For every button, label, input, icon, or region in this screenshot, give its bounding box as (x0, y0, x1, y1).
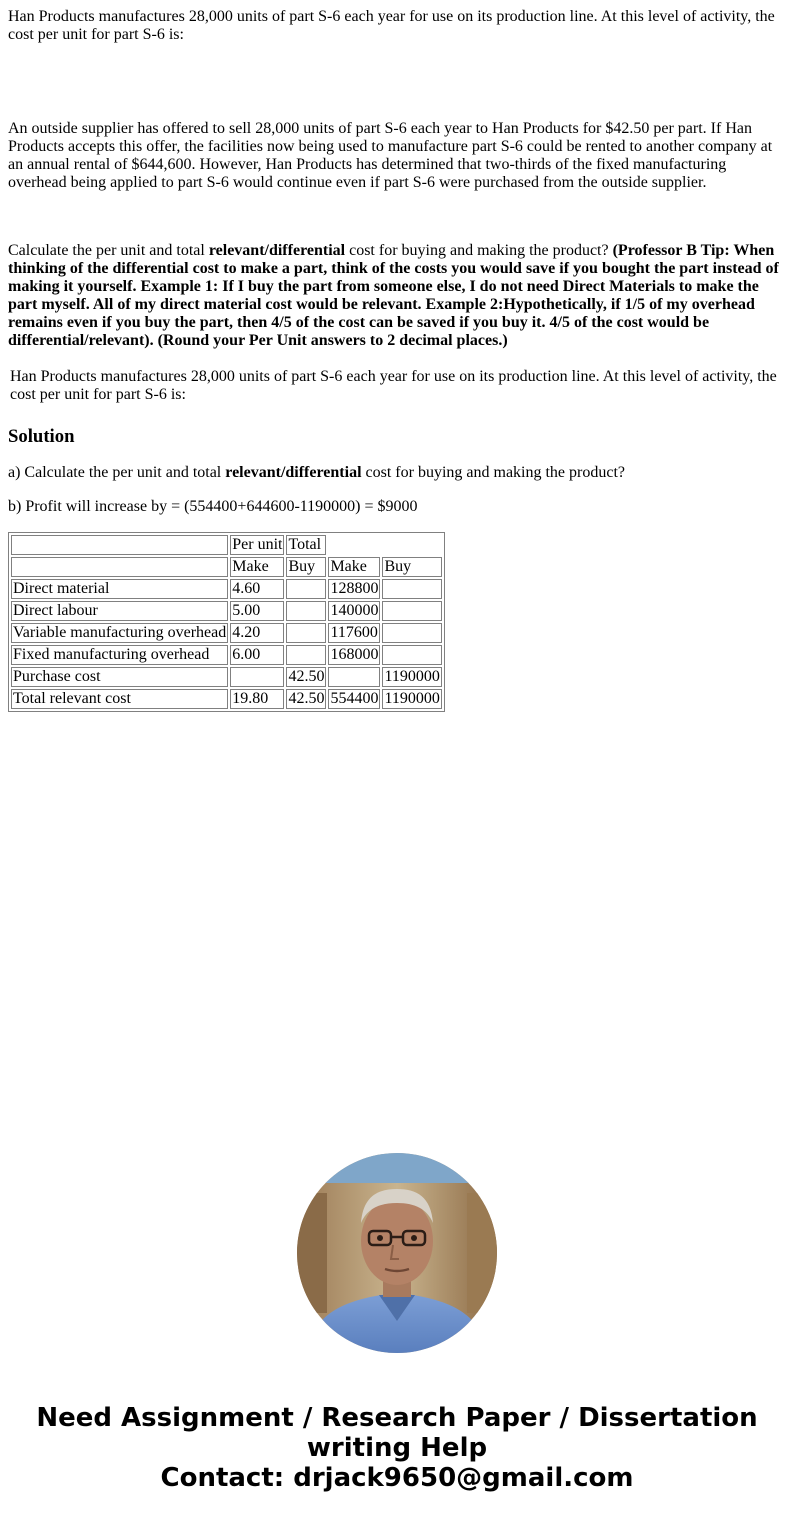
table-cell (286, 579, 326, 599)
table-cell: 554400 (330, 690, 379, 707)
table-header-cell (11, 557, 228, 577)
solution-part-b: b) Profit will increase by = (554400+644600-1190000) = $9000 (8, 498, 418, 515)
table-cell: Direct labour (11, 601, 228, 621)
table-row (11, 601, 442, 621)
table-row (11, 623, 442, 643)
table-header-cell: Make (328, 557, 380, 577)
table-cell: Total relevant cost (11, 689, 228, 709)
question-supplier-offer: An outside supplier has offered to sell 28,000 units of part S-6 each year to Han Products for $42.50 per part. If Han Products accepts this offer, the facilities now being used to manufacture part S-6 could be rented to another company at an annual rental of $644,600. However, Han Products has determined that two-thirds of the fixed manufacturing overhead being applied to part S-6 would continue even if part S-6 were purchased from the outside supplier. (8, 120, 773, 191)
table-cell: Direct material (11, 579, 228, 599)
footer-contact-banner (0, 1403, 794, 1493)
table-cell (382, 645, 441, 665)
table-cell (286, 623, 326, 643)
table-cell: 42.50 (288, 690, 325, 707)
question-task (8, 242, 786, 350)
table-header-cell: Total (286, 535, 326, 555)
table-cell (286, 645, 326, 665)
table-header-cell: Buy (382, 557, 441, 577)
part-a-suffix: cost for buying and making the product? (361, 464, 626, 481)
table-header-cell: Make (230, 557, 284, 577)
page-content (0, 0, 794, 712)
footer-line-2: writing Help (306, 1433, 488, 1463)
table-cell: 6.00 (230, 645, 284, 665)
table-cell: 128800 (330, 580, 379, 597)
task-prefix: Calculate the per unit and total (8, 242, 209, 259)
table-subheader-row (11, 557, 442, 577)
table-row (11, 579, 442, 599)
part-a-prefix: a) Calculate the per unit and total (8, 464, 226, 481)
table-cell (328, 667, 380, 687)
table-row (11, 645, 442, 665)
professor-tip: (Professor B Tip: When thinking of the differential cost to make a part, think of the costs you would save if you bought the part instead of making it yourself. Example 1: If I buy the part from someone else, I do not need Direct Materials to make the part myself. All of my direct material cost would be relevant. Example 2:Hypothetically, if 1/5 of my overhead remains even if you buy the part, then 4/5 of the cost can be saved if you buy it. 4/5 of the cost would be differential/relevant). (Round your Per Unit answers to 2 decimal places.) (8, 242, 779, 349)
table-cell (382, 579, 441, 599)
table-cell: 168000 (330, 646, 379, 663)
question-intro: Han Products manufactures 28,000 units of part S-6 each year for use on its production line. At this level of activity, the cost per unit for part S-6 is: (8, 8, 775, 43)
table-row (11, 689, 442, 709)
table-cell: 5.00 (230, 601, 284, 621)
question-intro-repeat: Han Products manufactures 28,000 units of part S-6 each year for use on its production line. At this level of activity, the cost per unit for part S-6 is: (10, 368, 777, 403)
table-cell: 1190000 (384, 690, 440, 707)
task-bold: relevant/differential (208, 242, 346, 259)
part-a-bold: relevant/differential (225, 464, 362, 481)
task-suffix: cost for buying and making the product? (345, 242, 613, 259)
table-cell: 4.60 (230, 579, 284, 599)
table-cell: 42.50 (288, 668, 325, 685)
table-header-cell (11, 535, 228, 555)
table-cell: Fixed manufacturing overhead (11, 645, 228, 665)
table-cell: Purchase cost (11, 667, 228, 687)
table-header-cell: Buy (286, 557, 326, 577)
table-cell: 19.80 (230, 689, 284, 709)
table-cell: 140000 (330, 602, 379, 619)
table-cell: 4.20 (230, 623, 284, 643)
table-cell (382, 623, 441, 643)
table-cell (286, 601, 326, 621)
table-cell (382, 601, 441, 621)
table-cell: Variable manufacturing overhead (13, 624, 227, 641)
footer-contact-email: Contact: drjack9650@gmail.com (160, 1463, 634, 1493)
solution-heading: Solution (8, 426, 75, 447)
cost-table (8, 532, 445, 712)
table-cell (230, 667, 284, 687)
avatar (297, 1153, 497, 1353)
table-header-cell: Per unit (232, 536, 283, 553)
table-cell: 1190000 (384, 668, 440, 685)
table-group-header-row (11, 535, 442, 555)
footer-line-1: Need Assignment / Research Paper / Dissertation (36, 1403, 758, 1433)
table-cell: 117600 (328, 623, 380, 643)
solution-part-a (8, 464, 786, 482)
table-row (11, 667, 442, 687)
avatar-portrait-image (297, 1153, 497, 1353)
